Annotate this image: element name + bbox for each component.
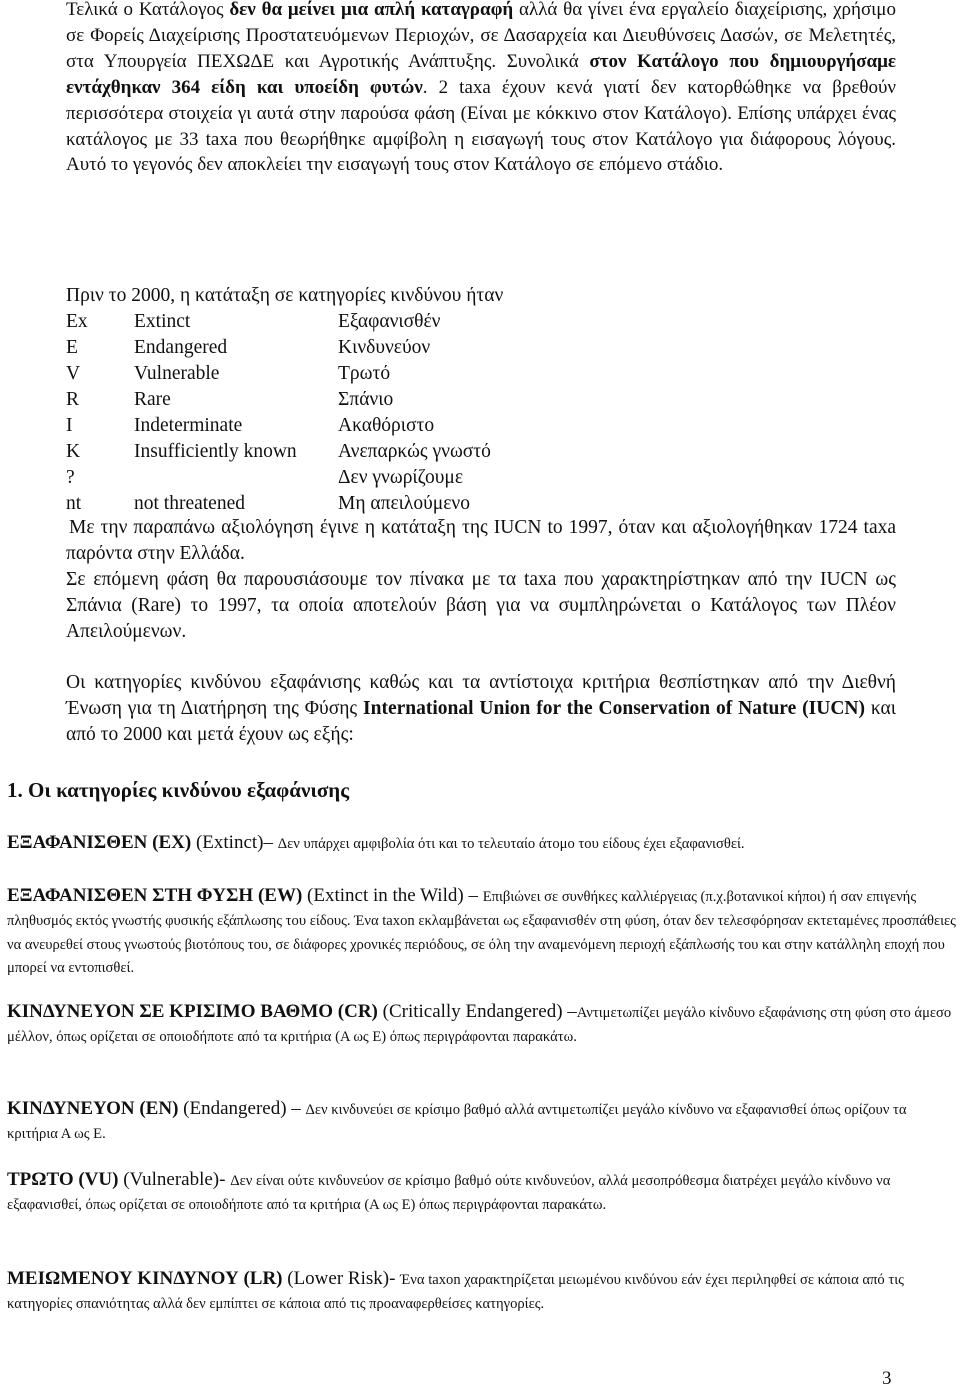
categories-intro-paragraph [66, 670, 896, 748]
category-extinct-in-wild [7, 884, 957, 981]
category-code: E [66, 337, 78, 358]
category-english: (Extinct in the Wild) – [302, 885, 483, 906]
table-row [66, 491, 491, 517]
category-english: Rare [134, 389, 171, 410]
category-name: ΚΙΝΔΥΝΕΥΟΝ (ΕΝ) [7, 1098, 179, 1119]
category-english: (Critically Endangered) – [377, 1001, 577, 1022]
category-name: ΤΡΩΤΟ (VU) [7, 1169, 119, 1190]
table-row [66, 465, 491, 491]
rare-table-paragraph: Σε επόμενη φάση θα παρουσιάσουμε τον πίνακα με τα taxa που χαρακτηρίστηκαν από την IUCN ως Σπάνια (Rare) το 1997, τα οποία αποτελούν βάση για να συμπληρώνεται ο Κατάλογος των Πλέον Απειλούμενων. [66, 569, 896, 642]
category-english: Insufficiently known [134, 441, 297, 462]
table-row [66, 439, 491, 465]
category-english: (Lower Risk)- [282, 1268, 401, 1289]
category-description: Επιβιώνει σε συνθήκες καλλιέργειας (π.χ.βοτανικοί κήποι) ή σαν επιγενής πληθυσμός εκτός γνωστής φυσικής εξάπλωσης του είδους. Ένα taxon εκλαμβάνεται ως εξαφανισθέν στη φύση, όταν δεν τελεσφόρησαν εκτεταμένες προσπάθειες να ανευρεθεί στους γνωστούς βιοτόπους του, σε διάφορες χρονικές περιόδους, σε όλη την αναμενόμενη περιοχή εξάπλωσής του και στην κατάλληλη εποχή που μπορεί να εντοπισθεί. [7, 889, 956, 977]
intro-emphasis-2: στον Κατάλογο που δημιουργήσαμε εντάχθηκαν 364 είδη και υποείδη φυτών [66, 50, 896, 98]
category-code: ? [66, 467, 75, 488]
category-name: ΜΕΙΩΜΕΝΟΥ ΚΙΝΔΥΝΟΥ (LR) [7, 1268, 283, 1289]
category-english: (Vulnerable)- [118, 1169, 231, 1190]
category-greek: Τρωτό [338, 363, 391, 384]
category-extinct [7, 831, 957, 857]
category-greek: Ανεπαρκώς γνωστό [338, 441, 491, 462]
table-row [66, 361, 491, 387]
iucn-acronym: (IUCN) [796, 697, 865, 719]
intro-emphasis-1: δεν θα μείνει μια απλή καταγραφή [229, 0, 514, 20]
category-english [134, 465, 338, 491]
category-code: R [66, 389, 80, 410]
category-endangered [7, 1097, 957, 1147]
category-description: Δεν κινδυνεύει σε κρίσιμο βαθμό αλλά αντιμετωπίζει μεγάλο κίνδυνο να εξαφανισθεί όπως ορίζουν τα κριτήρια Α ως Ε. [7, 1102, 907, 1142]
category-description: Ένα taxon χαρακτηρίζεται μειωμένου κινδύνου εάν έχει περιληφθεί σε κάποια από τις κατηγορίες σπανιότητας αλλά δεν εμπίπτει σε κάποια από τις προαναφερθείσες κατηγορίες. [7, 1272, 904, 1312]
pre2000-intro: Πριν το 2000, η κατάταξη σε κατηγορίες κινδύνου ήταν [66, 285, 504, 306]
category-english: not threatened [134, 493, 245, 514]
category-greek: Σπάνιο [338, 389, 394, 410]
category-greek: Κινδυνεύον [338, 337, 431, 358]
section-heading: 1. Οι κατηγορίες κινδύνου εξαφάνισης [7, 778, 350, 802]
category-code: I [66, 415, 73, 436]
intro-paragraph [66, 0, 896, 178]
category-code: V [66, 363, 81, 384]
table-row [66, 335, 491, 361]
category-greek: Εξαφανισθέν [338, 311, 441, 332]
intro-text-2: αλλά θα γίνει ένα εργαλείο διαχείρισης, χρήσιμο σε Φορείς Διαχείρισης Προστατευόμενων Περιοχών, σε Δασαρχεία και Διευθύνσεις Δασών, σε Μελετητές, στα Υπουργεία ΠΕΧΩΔΕ και Αγροτικής Ανάπτυξης. [66, 0, 896, 72]
pre2000-category-table [66, 309, 491, 517]
categories-intro-text: Οι κατηγορίες κινδύνου εξαφάνισης καθώς και τα αντίστοιχα κριτήρια θεσπίστηκαν από την Διεθνή Ένωση για τη Διατήρηση της Φύσης [66, 672, 896, 719]
table-row [66, 309, 491, 335]
categories-intro-tail: και από το 2000 και μετά έχουν ως εξής: [66, 697, 897, 745]
iucn-1997-paragraph: Με την παραπάνω αξιολόγηση έγινε η κατάταξη της IUCN to 1997, όταν και αξιολογήθηκαν 1724 taxa παρόντα στην Ελλάδα. [66, 517, 896, 564]
category-description: Δεν υπάρχει αμφιβολία ότι και το τελευταίο άτομο του είδους έχει εξαφανισθεί. [277, 836, 745, 852]
table-row [66, 413, 491, 439]
category-name: ΕΞΑΦΑΝΙΣΘΕΝ ΣΤΗ ΦΥΣΗ (EW) [7, 885, 303, 906]
category-english: (Extinct)– [191, 832, 278, 853]
intro-text-3: Συνολικά [496, 50, 590, 72]
category-code: K [66, 441, 81, 462]
iucn-full-name: International Union for the Conservation of Nature [363, 697, 797, 719]
category-greek: Μη απειλούμενο [338, 493, 470, 514]
category-english: (Endangered) – [178, 1098, 306, 1119]
category-english: Endangered [134, 337, 228, 358]
category-lower-risk [7, 1267, 957, 1317]
category-vulnerable [7, 1168, 957, 1218]
intro-text-1: Τελικά ο Κατάλογος [66, 0, 230, 20]
category-english: Indeterminate [134, 415, 243, 436]
intro-text-4: . 2 taxa έχουν κενά γιατί δεν κατορθώθηκε να βρεθούν περισσότερα στοιχεία γι αυτά στην παρούσα φάση (Είναι με κόκκινο στον Κατάλογο). Επίσης υπάρχει ένας κατάλογος με 33 taxa που θεωρήθηκε αμφίβολη η εισαγωγή τους στον Κατάλογο για διάφορους λόγους. Αυτό το γεγονός δεν αποκλείει την εισαγωγή τους στον Κατάλογο σε επόμενο στάδιο. [66, 76, 896, 176]
category-description: Αντιμετωπίζει μεγάλο κίνδυνο εξαφάνισης στη φύση στο άμεσο μέλλον, όπως ορίζεται σε οποιοδήποτε από τα κριτήρια (Α ως Ε) όπως περιγράφονται παρακάτω. [7, 1005, 952, 1045]
page-number: 3 [882, 1368, 892, 1389]
category-critically-endangered [7, 1000, 957, 1050]
category-code: Ex [66, 311, 88, 332]
category-name: ΕΞΑΦΑΝΙΣΘΕΝ (ΕΧ) [7, 832, 192, 853]
table-row [66, 387, 491, 413]
category-name: ΚΙΝΔΥΝΕΥΟΝ ΣΕ ΚΡΙΣΙΜΟ ΒΑΘΜΟ (CR) [7, 1001, 378, 1022]
category-description: Δεν είναι ούτε κινδυνεύον σε κρίσιμο βαθμό ούτε κινδυνεύον, αλλά μεσοπρόθεσμα διατρέχει μεγάλο κίνδυνο να εξαφανισθεί, όπως ορίζεται σε οποιοδήποτε από τα κριτήρια (Α ως Ε) όπως περιγράφονται παρακάτω. [7, 1173, 891, 1213]
category-code: nt [66, 493, 82, 514]
category-greek: Δεν γνωρίζουμε [338, 467, 464, 488]
category-english: Vulnerable [134, 363, 220, 384]
category-english: Extinct [134, 311, 191, 332]
category-greek: Ακαθόριστο [338, 415, 435, 436]
